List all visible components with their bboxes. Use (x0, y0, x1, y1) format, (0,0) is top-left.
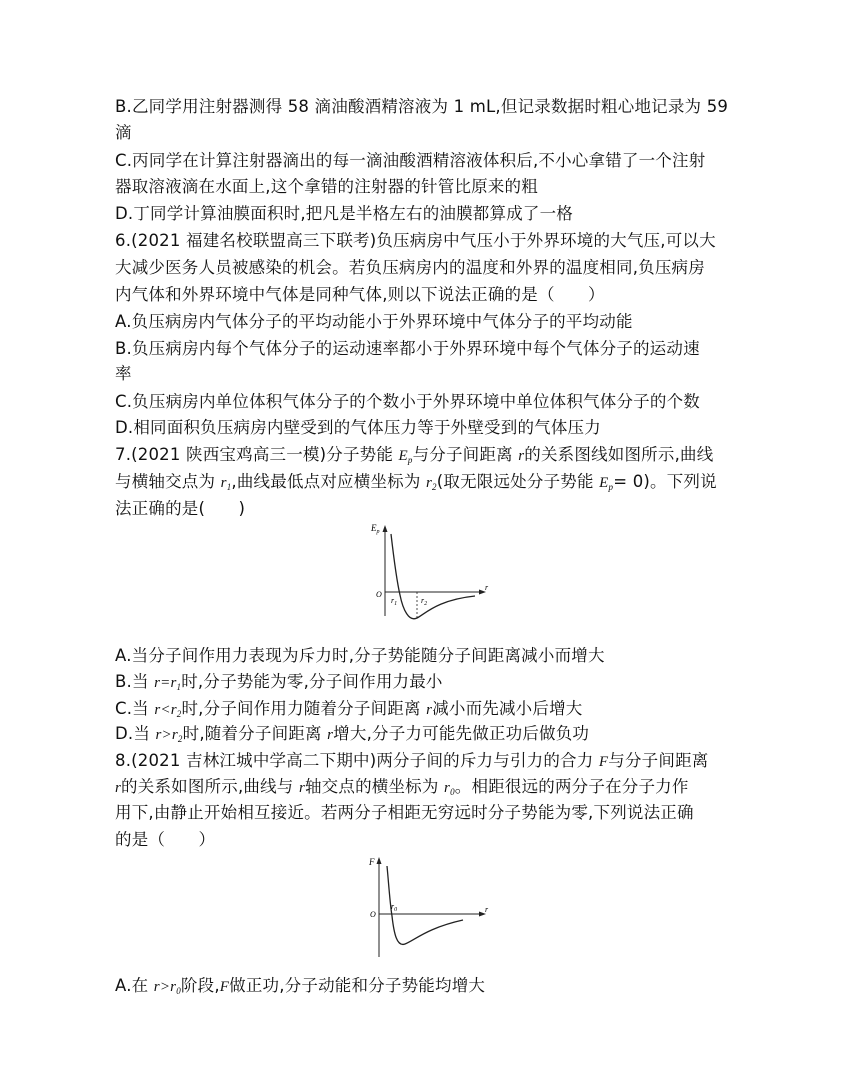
q6-option-b-line2: 率 (115, 364, 132, 383)
q7-option-b: B.当 $r=r_1$时,分子势能为零,分子间作用力最小 (115, 672, 443, 692)
q6-stem-line2: 大减少医务人员被感染的机会。若负压病房内的温度和外界的温度相同,负压病房 (115, 258, 705, 277)
symbol-r: r (518, 448, 525, 464)
q5-option-b-line2: 滴 (115, 123, 132, 142)
q7-stem-line1: 7.(2021 陕西宝鸡高三一模)分子势能 $E_p$与分子间距离 r的关系图线如图所示,曲线 (115, 445, 714, 465)
r2-label: $r_2$ (421, 596, 428, 607)
q7-option-a: A.当分子间作用力表现为斥力时,分子势能随分子间距离减小而增大 (115, 646, 605, 665)
x-axis-label: r (485, 905, 489, 914)
q7-potential-energy-graph (365, 520, 495, 620)
y-axis-label: $E_p$ (371, 523, 380, 535)
q6-option-c: C.负压病房内单位体积气体分子的个数小于外界环境中单位体积气体分子的个数 (115, 392, 700, 411)
origin-label: O (370, 910, 376, 919)
q8-option-a: A.在 $r>r_0$阶段,F做正功,分子动能和分子势能均增大 (115, 976, 486, 996)
y-axis-arrow (383, 525, 388, 532)
symbol-r1: r (220, 475, 227, 491)
force-curve (387, 866, 463, 944)
q6-stem-line1: 6.(2021 福建名校联盟高三下联考)负压病房中气压小于外界环境的大气压,可以大 (115, 231, 716, 250)
q7-option-c: C.当 $r<r_2$时,分子间作用力随着分子间距离 r减小而先减小后增大 (115, 699, 583, 719)
y-axis-label: F (369, 857, 375, 867)
q8-stem-line2: r的关系如图所示,曲线与 r轴交点的横坐标为 $r_0$。相距很远的两分子在分子力作 (115, 777, 689, 797)
symbol-ep: E (398, 448, 408, 464)
q5-option-b-line1: B.乙同学用注射器测得 58 滴油酸酒精溶液为 1 mL,但记录数据时粗心地记录为 59 (115, 97, 729, 116)
y-axis-arrow (377, 857, 382, 864)
q7-stem-line2: 与横轴交点为 $r_1$,曲线最低点对应横坐标为 $r_2$(取无限远处分子势能 $E_p= 0$)。下列说 (115, 472, 717, 492)
r1-label: $r_1$ (391, 596, 398, 607)
q8-stem-line1: 8.(2021 吉林江城中学高二下期中)两分子间的斥力与引力的合力 F与分子间距离 (115, 751, 709, 770)
q5-option-c-line2: 器取溶液滴在水面上,这个拿错的注射器的针管比原来的粗 (115, 177, 538, 196)
q6-option-a: A.负压病房内气体分子的平均动能小于外界环境中气体分子的平均动能 (115, 312, 633, 331)
x-axis-label: r (485, 583, 489, 592)
q8-stem-line3: 用下,由静止开始相互接近。若两分子相距无穷远时分子势能为零,下列说法正确 (115, 803, 694, 822)
q8-force-graph (365, 852, 495, 962)
q5-option-c-line1: C.丙同学在计算注射器滴出的每一滴油酸酒精溶液体积后,不小心拿错了一个注射 (115, 151, 706, 170)
potential-curve (391, 534, 475, 619)
q5-option-d: D.丁同学计算油膜面积时,把凡是半格左右的油膜都算成了一格 (115, 204, 573, 223)
q6-stem-line3: 内气体和外界环境中气体是同种气体,则以下说法正确的是（ ） (115, 285, 605, 304)
origin-label: O (376, 590, 382, 599)
symbol-r2: r (426, 475, 433, 491)
symbol-ep: E (599, 475, 609, 491)
q7-option-d: D.当 $r>r_2$时,随着分子间距离 r增大,分子力可能先做正功后做负功 (115, 724, 590, 744)
q6-option-b-line1: B.负压病房内每个气体分子的运动速率都小于外界环境中每个气体分子的运动速 (115, 339, 700, 358)
q7-stem-line3: 法正确的是( ) (115, 499, 246, 518)
r0-label: $r_0$ (391, 902, 398, 913)
q8-stem-line4: 的是（ ） (115, 830, 216, 849)
q6-option-d: D.相同面积负压病房内壁受到的气体压力等于外壁受到的气体压力 (115, 418, 601, 437)
